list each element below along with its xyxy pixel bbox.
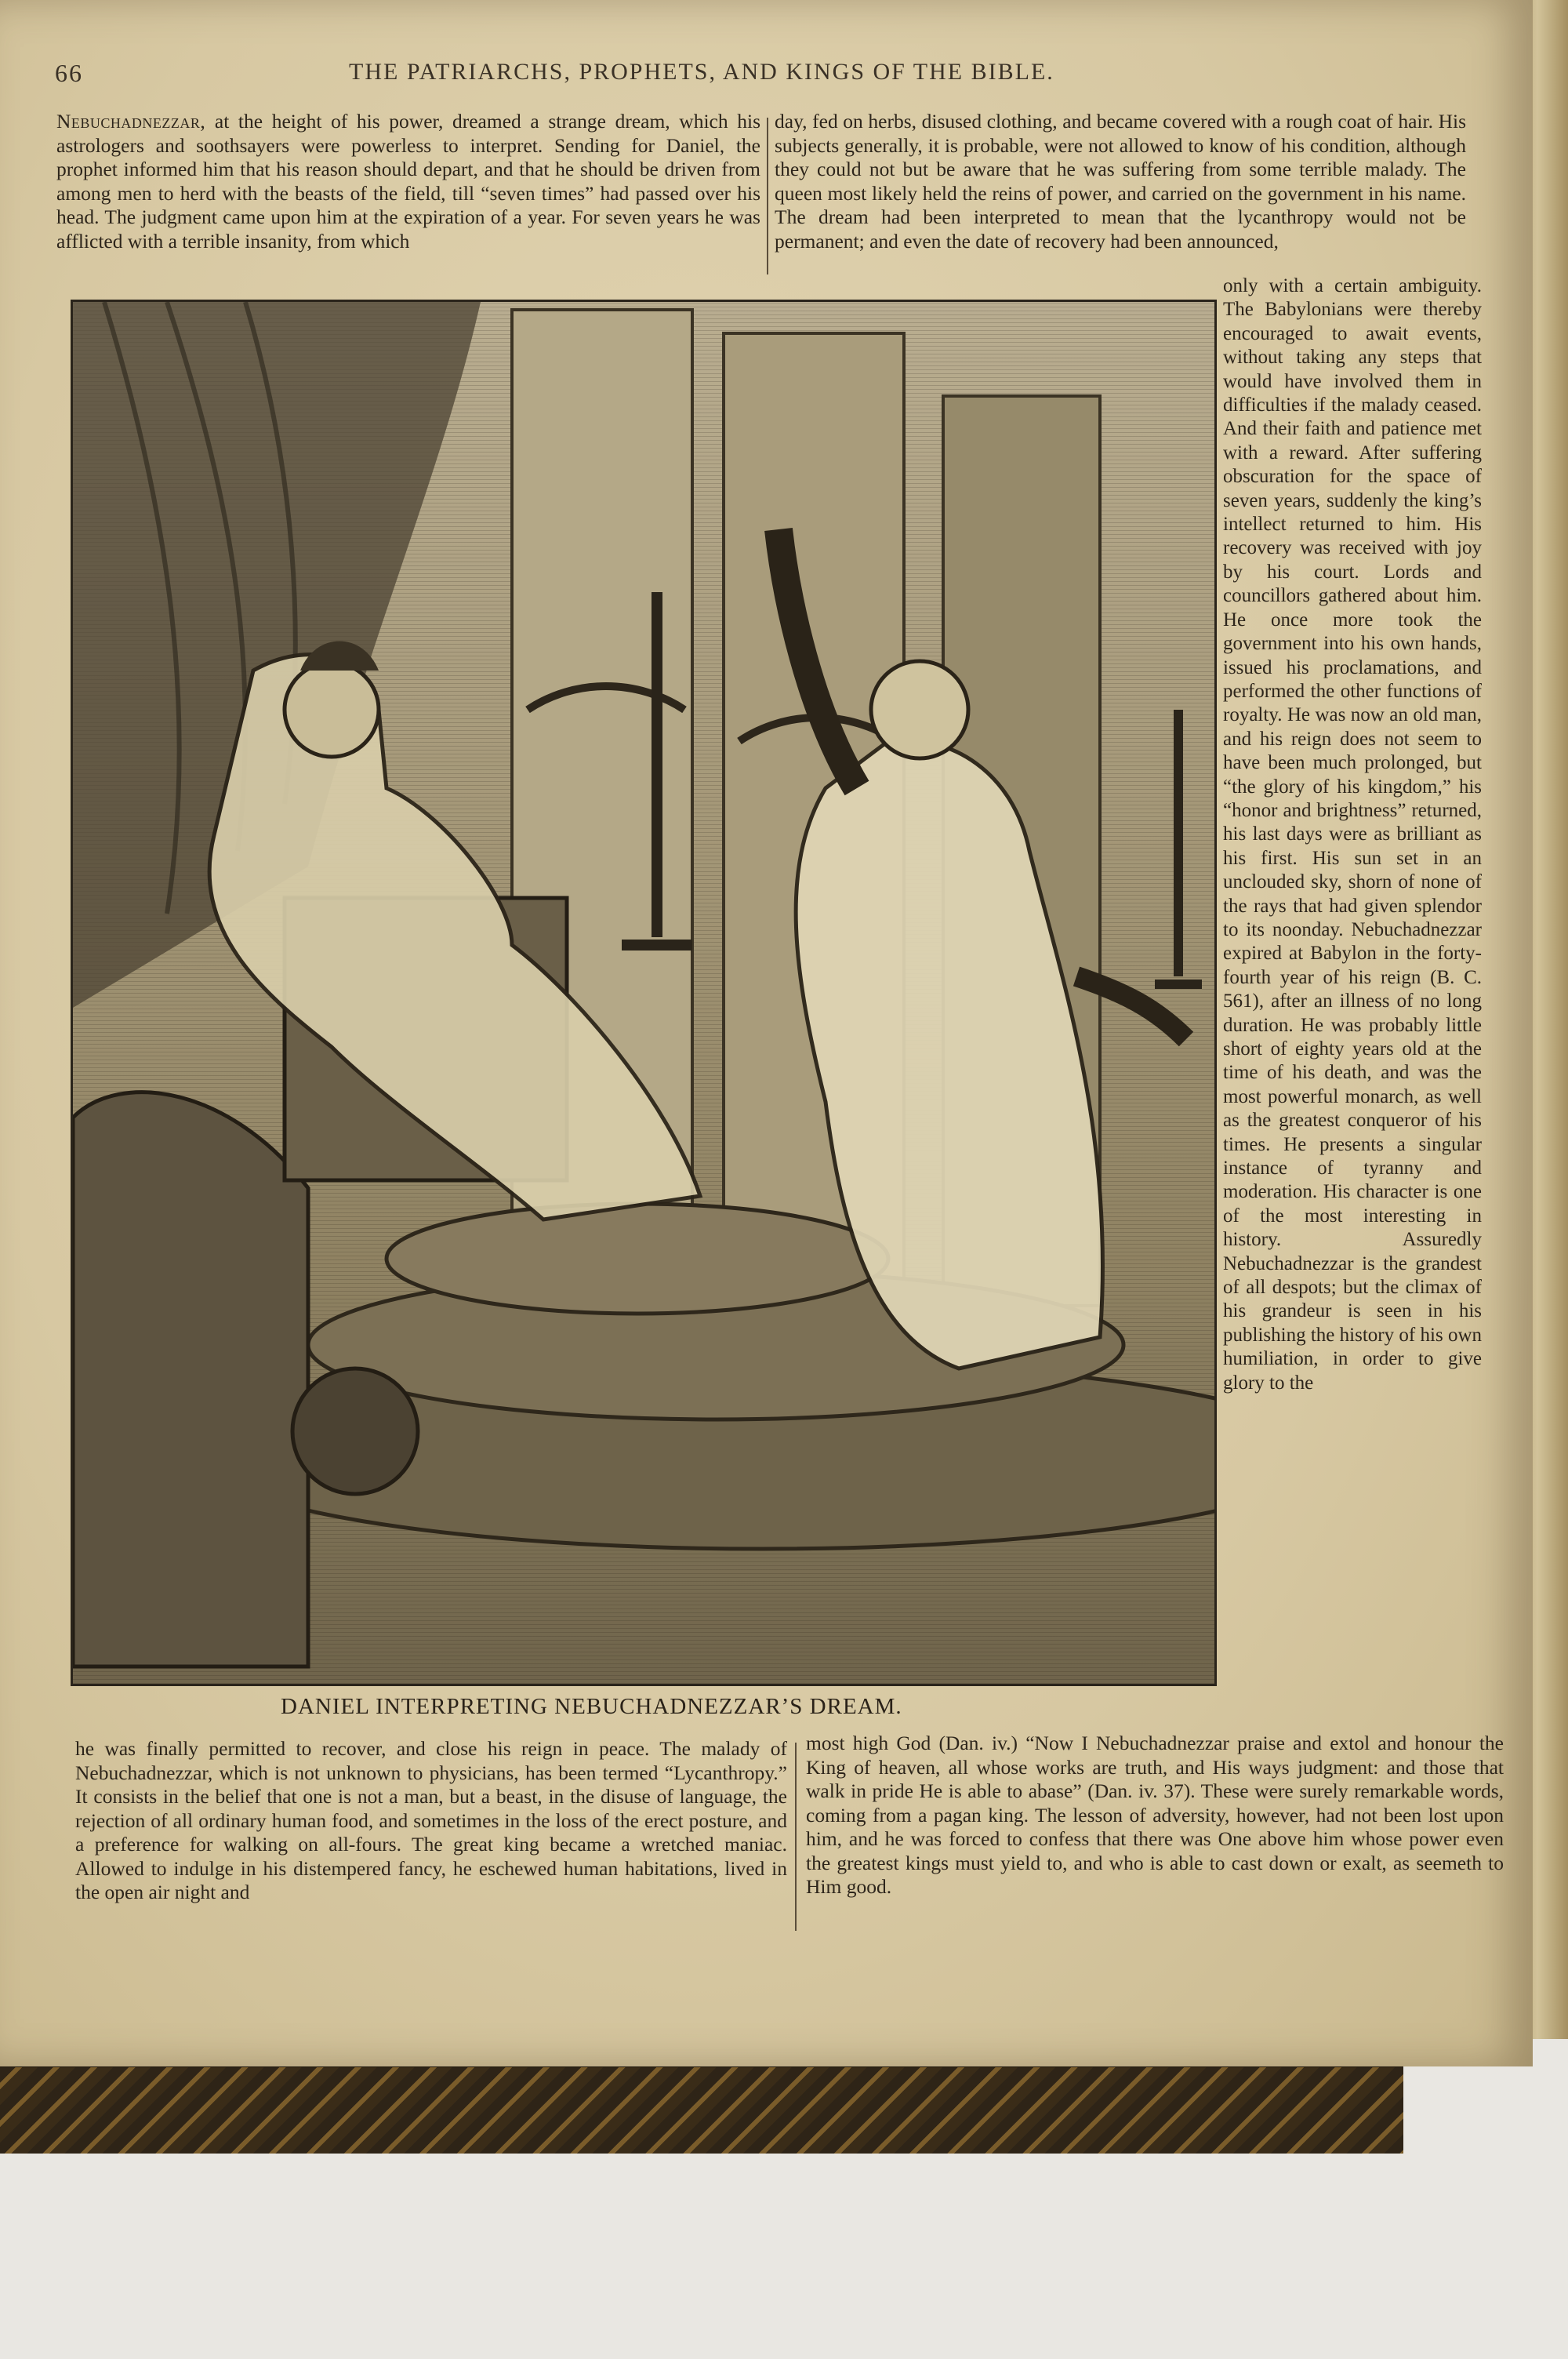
bottom-left-column [75,1737,787,1905]
running-head: THE PATRIARCHS, PROPHETS, AND KINGS OF THE BIBLE. [349,59,1054,85]
side-text: only with a certain ambiguity. The Babylonians were thereby encouraged to await events, without taking any steps that would have involved them in difficulties if the malady ceased. And their faith and patience met with a reward. After suffering obscuration for the space of seven years, suddenly the king’s intellect returned to him. His recovery was received with joy by his court. Lords and councillors gathered about him. He once more took the government into his own hands, issued his proclamations, and performed the other functions of royalty. He was now an old man, and his reign does not seem to have been much prolonged, but “the glory of his kingdom,” his “honor and brightness” returned, his last days were as brilliant as his first. His sun set in an unclouded sky, shorn of none of the rays that had given splendor to its noonday. Nebuchadnezzar expired at Babylon in the forty-fourth year of his reign (B. C. 561), after an illness of no long duration. He was probably little short of eighty years old at the time of his death, and was the most powerful monarch, as well as the greatest conqueror of his times. He presents a singular instance of tyranny and moderation. His character is one of the most interesting in history. Assuredly Nebuchadnezzar is the grandest of all despots; but the climax of his grandeur is seen in his publishing the history of his own humiliation, in order to give glory to the [1223,275,1482,1394]
seated-king-head [285,663,379,757]
engraving-illustration [71,300,1217,1686]
bottom-left-text: he was finally permitted to recover, and close his reign in peace. The malady of Nebuchadnezzar, which is not unknown to physicians, has been termed “Lycanthropy.” It consists in the belief that one is not a man, but a beast, in the disuse of language, the rejection of all ordinary human food, and sometimes in the loss of the erect posture, and a preference for walking on all-fours. The great king became a wretched maniac. Allowed to indulge in his distempered fancy, he eschewed human habitations, lived in the open air night and [75,1737,787,1903]
page-number: 66 [55,59,83,87]
side-column [1223,274,1482,1395]
top-column-rule [767,118,768,274]
engraving-drawing [73,302,1214,1684]
lead-word: Nebuchadnezzar, [56,110,206,133]
bottom-column-rule [795,1743,797,1931]
tripod-lamp-right [1155,710,1202,984]
page-header [55,59,1466,98]
standing-daniel-head [871,661,968,758]
top-right-text: day, fed on herbs, disused clothing, and became covered with a rough coat of hair. His subjects generally, it is probable, were not allowed to know of his condition, although they could not but be aware that he was suffering from some terrible malady. The queen most likely held the reins of power, and carried on the government in his name. The dream had been interpreted to mean that the lycanthropy would not be permanent; and even the date of recovery had been announced, [775,110,1466,253]
illustration-caption: DANIEL INTERPRETING NEBUCHADNEZZAR’S DREAM. [281,1694,902,1719]
top-right-column [775,110,1466,253]
step-upper [387,1204,888,1314]
bottom-right-text: most high God (Dan. iv.) “Now I Nebuchadnezzar praise and extol and honour the King of heaven, all whose works are truth, and His ways judgment: and those that walk in pride He is able to abase” (Dan. iv. 37). These were surely remarkable words, coming from a pagan king. The lesson of adversity, however, had not been lost upon him, and he was forced to confess that there was One above him whose power even the greatest kings must yield to, and who is able to cast down or exalt, as seemeth to Him good. [806,1732,1504,1898]
top-left-text: at the height of his power, dreamed a strange dream, which his astrologers and soothsayers were powerless to interpret. Sending for Daniel, the prophet informed him that his reason should depart, and that he should be driven from among men to herd with the beasts of the field, till “seven times” had passed over his head. The judgment came upon him at the expiration of a year. For seven years he was afflicted with a terrible insanity, from which [56,110,760,253]
book-cover-binding [0,2063,1403,2154]
throne-side [73,1092,308,1667]
bottom-right-column [806,1732,1504,1899]
throne-lion-medallion [292,1369,418,1494]
top-left-column [56,110,760,253]
top-left-paragraph [56,110,760,253]
